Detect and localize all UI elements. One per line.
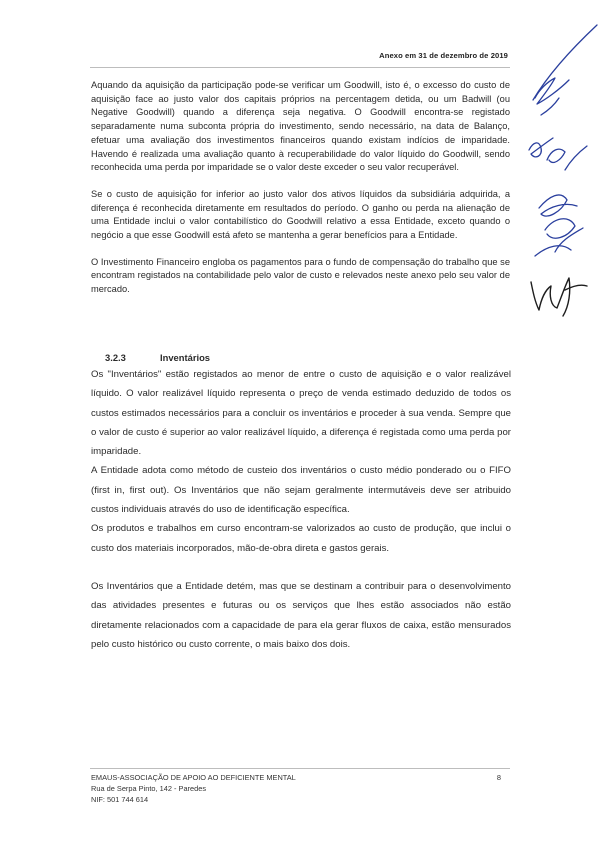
- paragraph-costing-method: A Entidade adota como método de custeio dos inventários o custo médio ponderado ou o FIFO (first in, first out). Os Inventários que não sejam geralmente intermutáveis deve ser atribuido custos individuais através do uso de identificação específica.: [91, 465, 511, 516]
- paragraph-goodwill: Aquando da aquisição da participação pode-se verificar um Goodwill, isto é, o excesso do custo de aquisição face ao justo valor dos capitais próprios na percentagem detida, ou um Badwill (ou Negative Goodwill) quando a diferença seja negativa. O Goodwill encontra-se registado separadamente numa subconta própria do investimento, sendo necessário, na data de Balanço, efetuar uma avaliação dos investimentos financeiros quando existam indícios de imparidade. Havendo é realizada uma avaliação quanto à recuperabilidade do valor líquido do Goodwill, sendo reconhecida uma perda por imparidade se o valor deste exceder o seu valor recuperável.: [91, 80, 510, 173]
- paragraph-work-in-progress: Os produtos e trabalhos em curso encontram-se valorizados ao custo de produção, que inclui o custo dos materiais incorporados, mão-de-obra direta e gastos gerais.: [91, 523, 511, 554]
- footer-divider: [90, 768, 510, 769]
- page-footer: [91, 772, 511, 805]
- header-title: Anexo em 31 de dezembro de 2019: [379, 51, 508, 60]
- paragraph-inventory-valuation: Os "Inventários" estão registados ao menor de entre o custo de aquisição e o valor realizável líquido. O valor realizável líquido representa o preço de venda estimado deduzido de todos os custos estimados necessários para a concluir os inventários e proceder à sua venda. Sempre que o valor de custo é superior ao valor realizável líquido, a diferença é registada como uma perda por imparidade.: [91, 369, 511, 458]
- section-heading: [105, 352, 210, 363]
- footer-organization: EMAUS-ASSOCIAÇÃO DE APOIO AO DEFICIENTE MENTAL: [91, 773, 296, 782]
- section-number: 3.2.3: [105, 352, 126, 363]
- section-title: Inventários: [160, 352, 211, 363]
- paragraph-acquisition-cost: Se o custo de aquisição for inferior ao justo valor dos ativos líquidos da subsidiária adquirida, a diferença é reconhecida diretamente em resultados do período. O ganho ou perda na alienação de uma Entidade inclui o valor contabilístico do Goodwill relativo a essa Entidade, exceto quando o negócio a que esse Goodwill está afeto se mantenha a gerar benefícios para a Entidade.: [91, 188, 510, 241]
- page-number: 8: [496, 773, 501, 782]
- footer-nif: NIF: 501 744 614: [91, 795, 149, 804]
- header-divider: [90, 67, 510, 68]
- footer-address: Rua de Serpa Pinto, 142 - Paredes: [91, 784, 207, 793]
- paragraph-financial-investment: O Investimento Financeiro engloba os pagamentos para o fundo de compensação do trabalho que se encontram registados na contabilidade pelo valor de custo e relevados neste anexo pelo seu valor de mercado.: [91, 256, 510, 295]
- paragraph-inventory-held: Os Inventários que a Entidade detém, mas que se destinam a contribuir para o desenvolvimento das atividades presentes e futuras ou os serviços que lhes estão associados não estão diretamente relacionados com a capacidade de para ela gerar fluxos de caixa, estão mensurados pelo custo histórico ou custo corrente, o mais baixo dos dois.: [91, 580, 511, 650]
- handwritten-signatures: [525, 20, 600, 330]
- inventory-section: [91, 365, 511, 654]
- goodwill-section: [91, 79, 510, 297]
